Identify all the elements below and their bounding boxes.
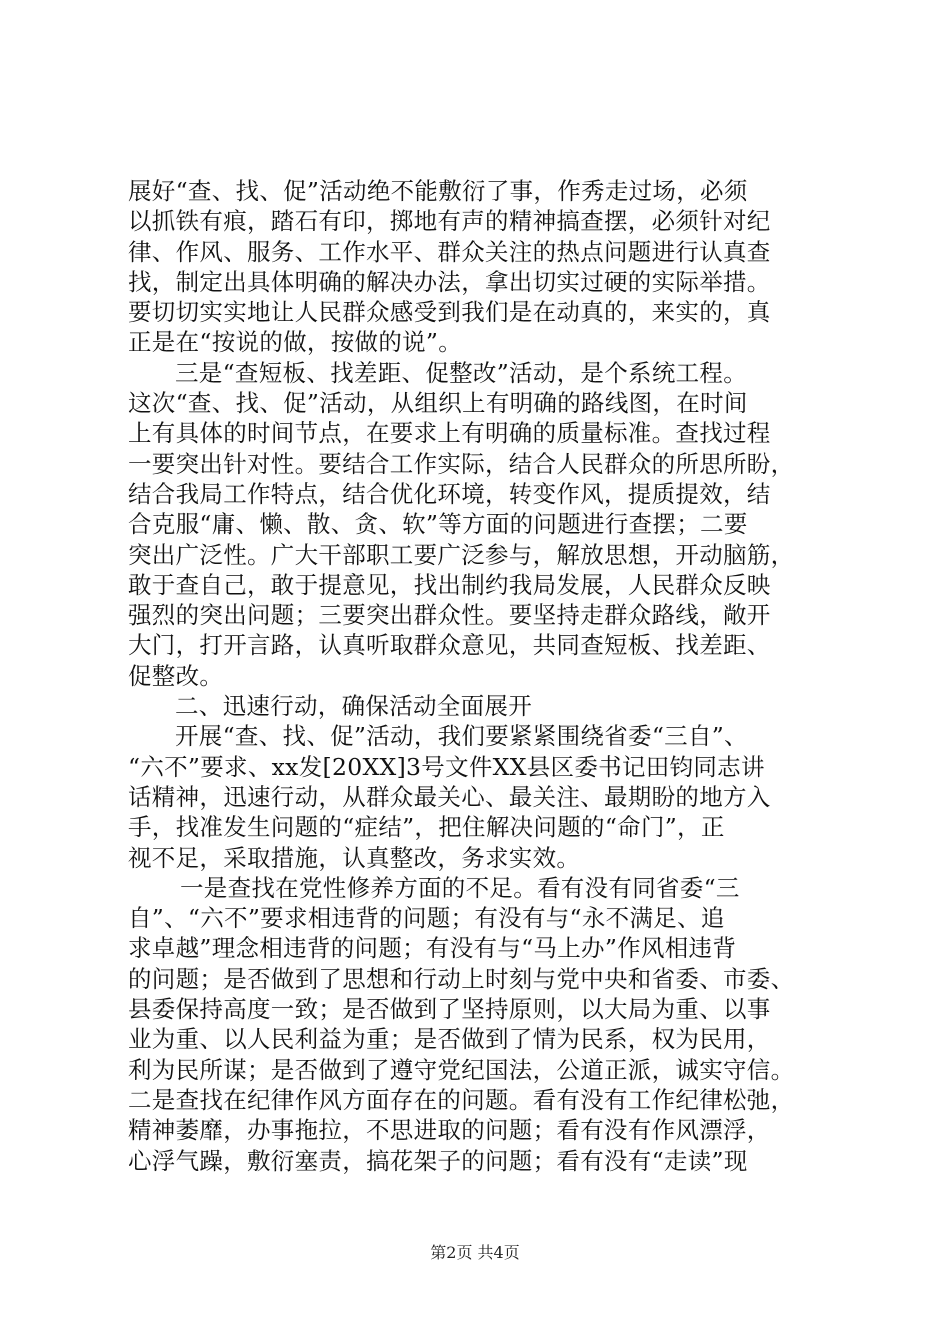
text-line: 视不足，采取措施，认真整改，务求实效。 [128,843,581,872]
text-line: 话精神，迅速行动，从群众最关心、最关注、最期盼的地方入 [128,782,771,811]
body-text [128,176,838,1176]
paragraph-start-line: 三是“查短板、找差距、促整改”活动，是个系统工程。 [175,358,748,387]
text-line: 自”、“六不”要求相违背的问题；有没有与“永不满足、追 [128,904,725,933]
text-line: 强烈的突出问题；三要突出群众性。要坚持走群众路线，敞开 [128,601,771,630]
text-line: 敢于查自己，敢于提意见，找出制约我局发展，人民群众反映 [128,570,771,599]
text-line: 求卓越”理念相违背的问题；有没有与“马上办”作风相违背 [128,934,737,963]
section-heading: 二、迅速行动，确保活动全面展开 [175,692,532,721]
page-number-footer: 第2页 共4页 [430,1243,520,1262]
text-line: 促整改。 [128,661,224,690]
text-line: 心浮气躁，敷衍塞责，搞花架子的问题；看有没有“走读”现 [128,1146,748,1175]
text-line: 的问题；是否做到了思想和行动上时刻与党中央和省委、市委、 [128,964,795,993]
text-line: 突出广泛性。广大干部职工要广泛参与，解放思想，开动脑筋， [128,540,795,569]
text-line: “六不”要求、xx发[20XX]3号文件XX县区委书记田钧同志讲 [128,752,765,781]
text-line: 合克服“庸、懒、散、贪、软”等方面的问题进行查摆；二要 [128,510,748,539]
text-line: 上有具体的时间节点，在要求上有明确的质量标准。查找过程 [128,419,771,448]
text-line: 这次“查、找、促”活动，从组织上有明确的路线图，在时间 [128,389,748,418]
text-line: 手，找准发生问题的“症结”，把住解决问题的“命门”，正 [128,813,725,842]
text-line: 精神萎靡，办事拖拉，不思进取的问题；看有没有作风漂浮， [128,1116,771,1145]
text-line: 二是查找在纪律作风方面存在的问题。看有没有工作纪律松弛， [128,1085,795,1114]
text-line: 以抓铁有痕，踏石有印，掷地有声的精神搞查摆，必须针对纪 [128,207,771,236]
text-line: 大门，打开言路，认真听取群众意见，共同查短板、找差距、 [128,631,771,660]
text-line: 一要突出针对性。要结合工作实际，结合人民群众的所思所盼， [128,449,795,478]
paragraph-start-line: 开展“查、找、促”活动，我们要紧紧围绕省委“三自”、 [175,722,748,751]
text-line: 结合我局工作特点，结合优化环境，转变作风，提质提效，结 [128,479,771,508]
text-line: 律、作风、服务、工作水平、群众关注的热点问题进行认真查 [128,237,771,266]
text-line: 找，制定出具体明确的解决办法，拿出切实过硬的实际举措。 [128,267,771,296]
text-line: 县委保持高度一致；是否做到了坚持原则，以大局为重、以事 [128,995,771,1024]
text-line: 利为民所谋；是否做到了遵守党纪国法，公道正派，诚实守信。 [128,1055,795,1084]
text-line: 业为重、以人民利益为重；是否做到了情为民系，权为民用， [128,1025,771,1054]
text-line: 展好“查、找、促”活动绝不能敷衍了事，作秀走过场，必须 [128,177,748,205]
text-line: 正是在“按说的做，按做的说”。 [128,328,463,357]
paragraph-start-line: 一是查找在党性修养方面的不足。看有没有同省委“三 [180,873,740,902]
text-line: 要切切实实地让人民群众感受到我们是在动真的，来实的，真 [128,298,771,327]
